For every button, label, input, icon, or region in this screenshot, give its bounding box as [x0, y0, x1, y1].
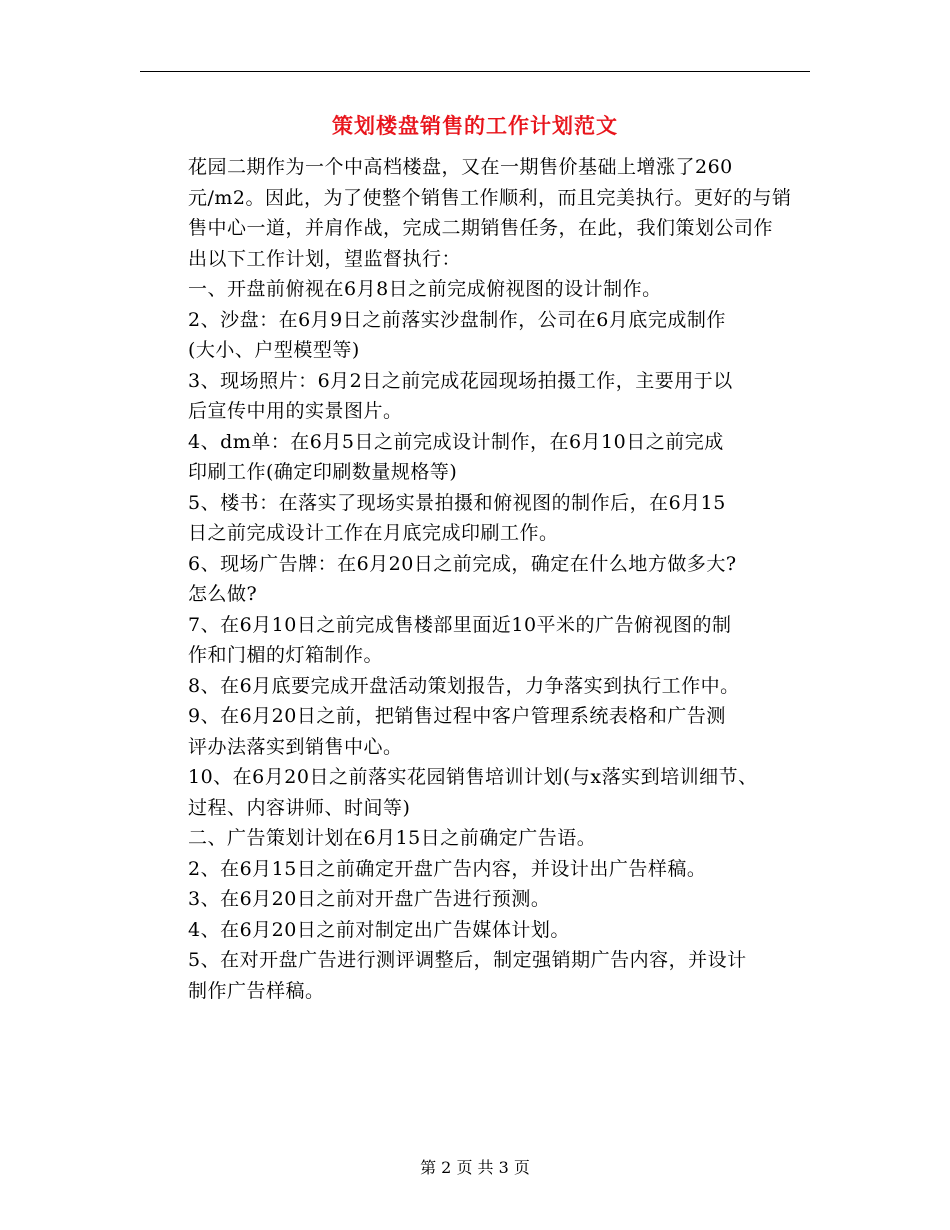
text-line: 出以下工作计划，望监督执行：: [188, 247, 462, 270]
text-line: 售中心一道，并肩作战，完成二期销售任务，在此，我们策划公司作: [188, 217, 774, 239]
paragraph-item: [140, 915, 820, 946]
paragraph-intro: [140, 152, 820, 274]
paragraph-item: [140, 488, 820, 549]
text-line: 5、楼书：在落实了现场实景拍摄和俯视图的制作后，在6月15: [188, 491, 726, 514]
text-line: 8、在6月底要完成开盘活动策划报告，力争落实到执行工作中。: [188, 674, 740, 697]
text-line: 2、沙盘：在6月9日之前落实沙盘制作，公司在6月底完成制作: [188, 308, 726, 331]
text-line: 5、在对开盘广告进行测评调整后，制定强销期广告内容，并设计: [188, 949, 747, 971]
text-line: 日之前完成设计工作在月底完成印刷工作。: [188, 522, 559, 544]
page-number-footer: 第 2 页 共 3 页: [420, 1158, 530, 1177]
text-line: 制作广告样稿。: [188, 979, 325, 1002]
text-line: 二、广告策划计划在6月15日之前确定广告语。: [188, 827, 597, 849]
text-line: 2、在6月15日之前确定开盘广告内容，并设计出广告样稿。: [188, 857, 707, 880]
paragraph-item: [140, 305, 820, 366]
text-line: (大小、户型模型等): [188, 339, 360, 361]
header-rule: [140, 71, 810, 72]
text-line: 9、在6月20日之前，把销售过程中客户管理系统表格和广告测: [188, 705, 726, 727]
paragraph-item: [140, 701, 820, 762]
paragraph-item: [140, 854, 820, 885]
text-line: 4、在6月20日之前对制定出广告媒体计划。: [188, 918, 570, 941]
text-line: 6、现场广告牌：在6月20日之前完成，确定在什么地方做多大?: [188, 552, 737, 575]
text-line: 3、在6月20日之前对开盘广告进行预测。: [188, 888, 551, 910]
text-line: 印刷工作(确定印刷数量规格等): [188, 461, 458, 483]
paragraph-item: [140, 884, 820, 915]
paragraph-item: [140, 945, 820, 1006]
text-line: 4、dm单：在6月5日之前完成设计制作，在6月10日之前完成: [188, 430, 724, 453]
text-line: 评办法落实到销售中心。: [188, 735, 403, 758]
text-line: 后宣传中用的实景图片。: [188, 400, 403, 422]
text-line: 怎么做?: [188, 583, 258, 605]
paragraph-item: [140, 762, 820, 823]
paragraph-item: [140, 427, 820, 488]
paragraph-item: [140, 671, 820, 702]
paragraph-item: [140, 823, 820, 854]
paragraph-item: [140, 549, 820, 610]
paragraph-item: [140, 366, 820, 427]
text-line: 7、在6月10日之前完成售楼部里面近10平米的广告俯视图的制: [188, 613, 732, 636]
document-body: [140, 152, 820, 1006]
text-line: 花园二期作为一个中高档楼盘，又在一期售价基础上增涨了260: [188, 156, 733, 178]
paragraph-item: [140, 274, 820, 305]
document-title: 策划楼盘销售的工作计划范文: [332, 113, 618, 138]
text-line: 过程、内容讲师、时间等): [188, 796, 411, 819]
text-line: 10、在6月20日之前落实花园销售培训计划(与x落实到培训细节、: [188, 766, 758, 788]
text-line: 元/m2。因此，为了使整个销售工作顺利，而且完美执行。更好的与销: [188, 186, 792, 209]
text-line: 作和门楣的灯箱制作。: [188, 644, 384, 666]
paragraph-item: [140, 610, 820, 671]
text-line: 3、现场照片：6月2日之前完成花园现场拍摄工作，主要用于以: [188, 369, 733, 392]
text-line: 一、开盘前俯视在6月8日之前完成俯视图的设计制作。: [188, 278, 662, 300]
